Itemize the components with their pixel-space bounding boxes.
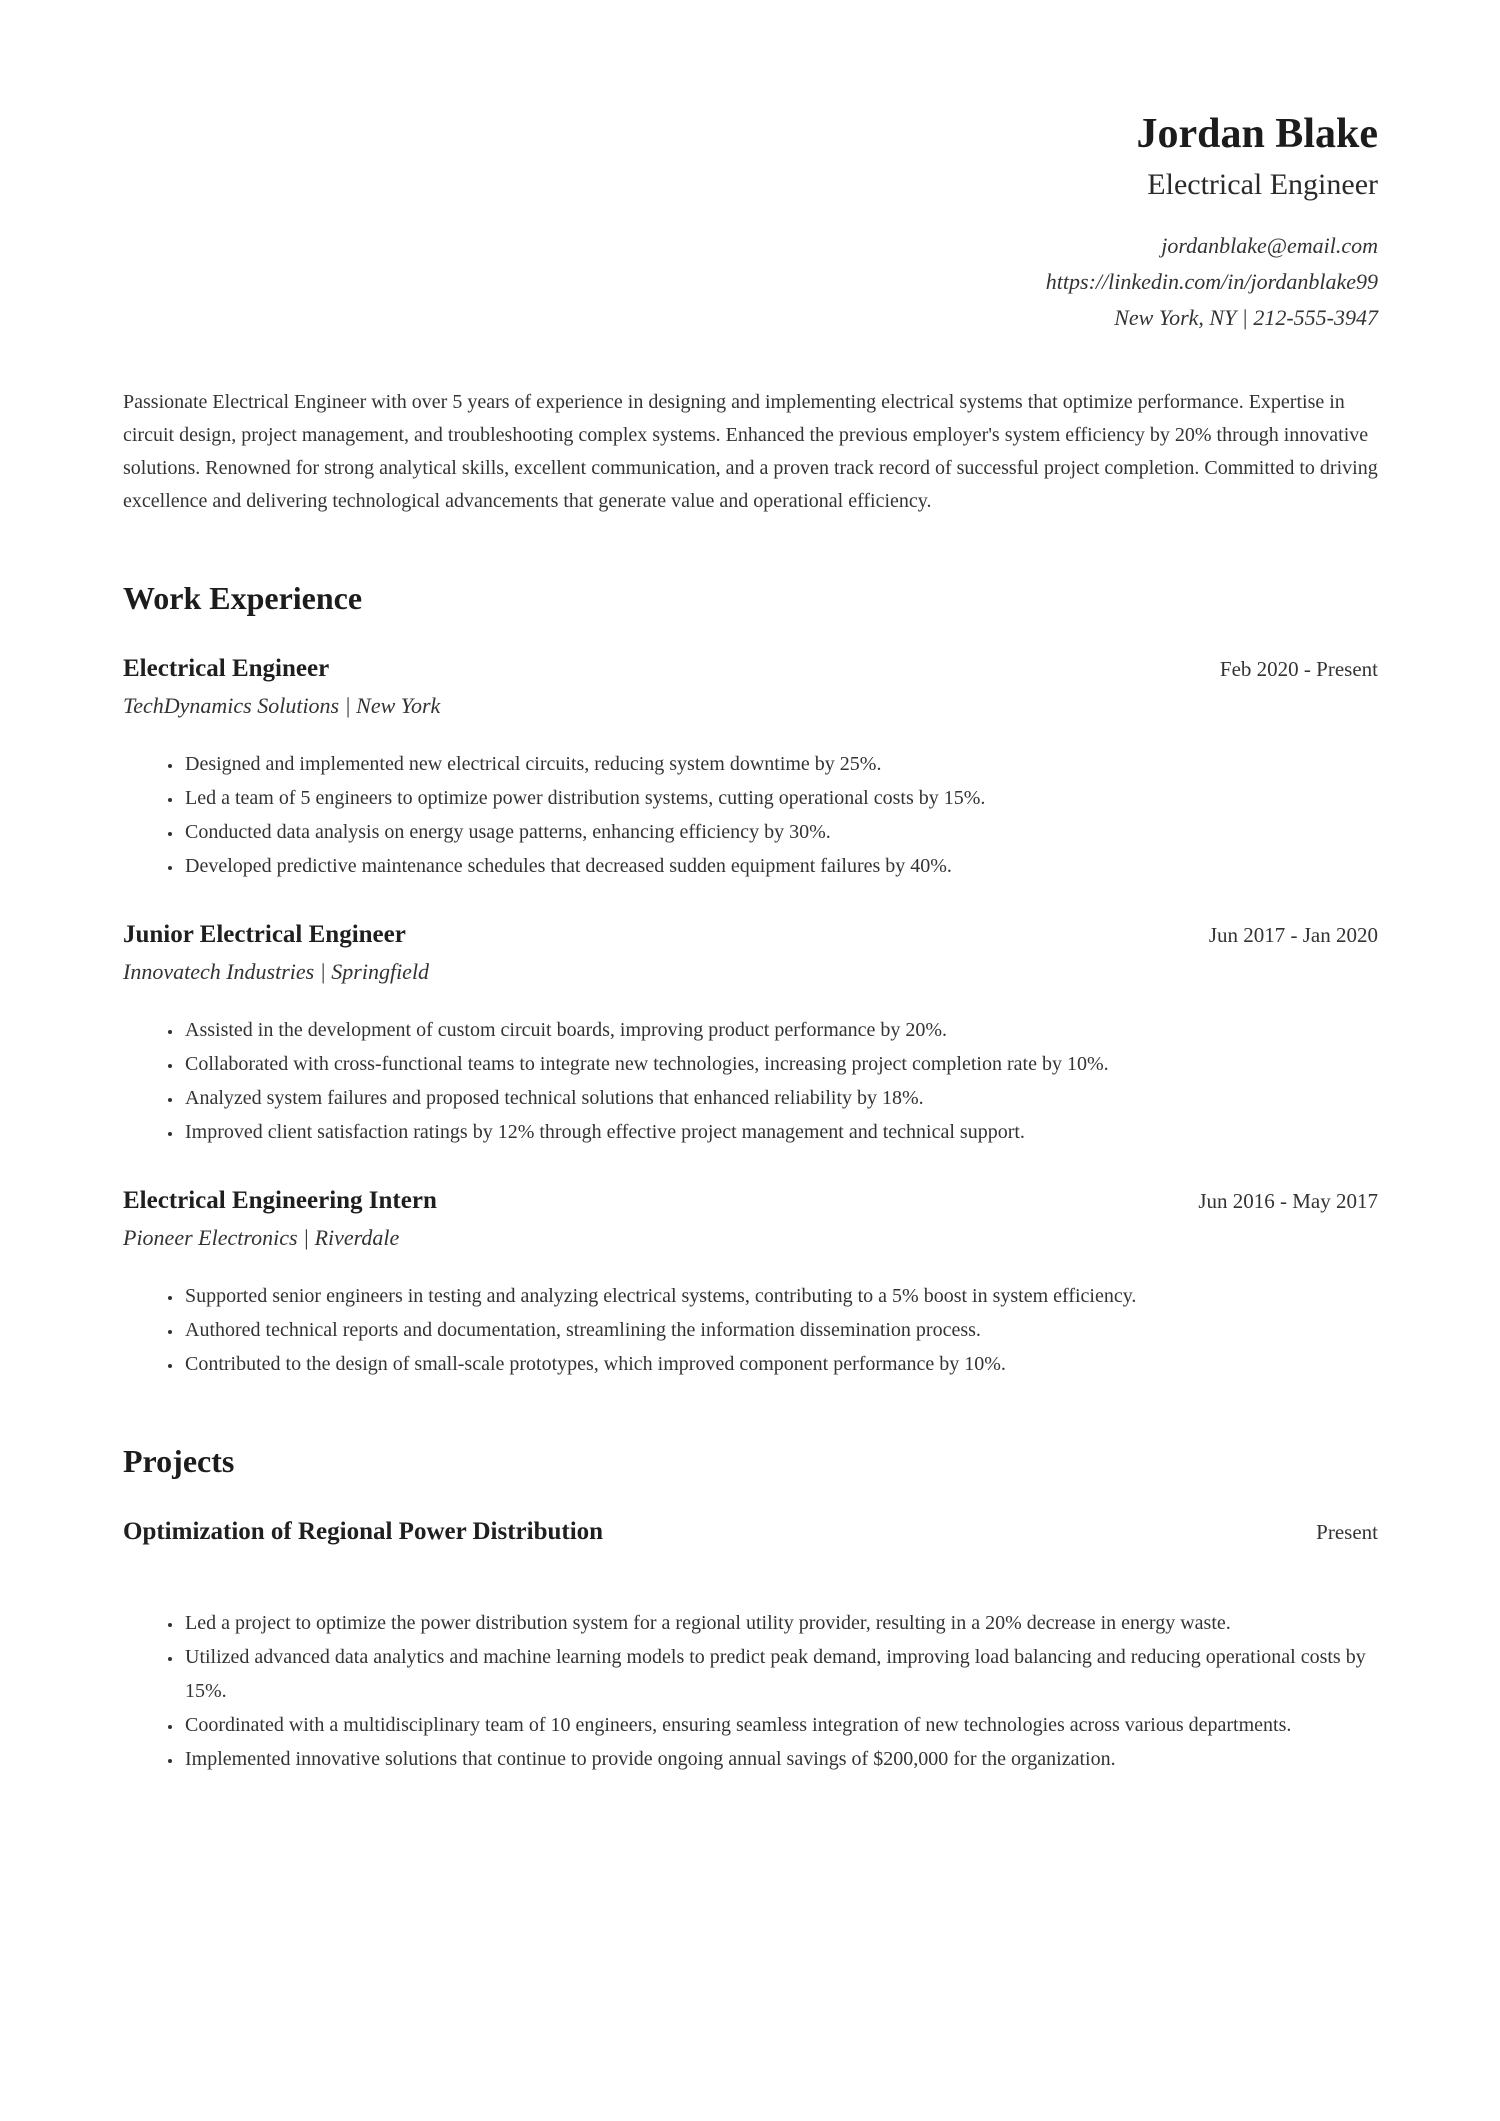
job-entry xyxy=(123,1187,1378,1381)
job-bullet: • Developed predictive maintenance schedules that decreased sudden equipment failures by 40%. xyxy=(183,849,1378,883)
job-header xyxy=(123,921,1378,949)
job-header xyxy=(123,655,1378,683)
job-bullet: • Assisted in the development of custom circuit boards, improving product performance by 20%. xyxy=(183,1013,1378,1047)
project-title: Optimization of Regional Power Distribution xyxy=(123,1518,604,1546)
job-dates: Jun 2016 - May 2017 xyxy=(1198,1189,1378,1214)
job-bullet: • Contributed to the design of small-scale prototypes, which improved component performance by 10%. xyxy=(183,1347,1378,1381)
job-title: Electrical Engineering Intern xyxy=(123,1187,437,1215)
project-bullet: • Implemented innovative solutions that continue to provide ongoing annual savings of $200,000 for the organization. xyxy=(183,1742,1378,1776)
job-entry xyxy=(123,655,1378,883)
job-dates: Jun 2017 - Jan 2020 xyxy=(1208,923,1378,948)
project-header xyxy=(123,1518,1378,1546)
contact-linkedin: https://linkedin.com/in/jordanblake99 xyxy=(1045,269,1378,295)
candidate-name: Jordan Blake xyxy=(1136,111,1378,157)
job-bullet: • Supported senior engineers in testing and analyzing electrical systems, contributing to a 5% boost in system efficiency. xyxy=(183,1279,1378,1313)
resume-header xyxy=(123,110,1378,336)
job-company: TechDynamics Solutions | New York xyxy=(123,693,441,719)
job-bullet: • Improved client satisfaction ratings by 12% through effective project management and technical support. xyxy=(183,1115,1378,1149)
contact-location-phone: New York, NY | 212-555-3947 xyxy=(1114,305,1378,331)
job-header xyxy=(123,1187,1378,1215)
project-bullet: • Utilized advanced data analytics and machine learning models to predict peak demand, improving load balancing and reducing operational costs by 15%. xyxy=(183,1640,1378,1708)
project-bullet: • Coordinated with a multidisciplinary team of 10 engineers, ensuring seamless integration of new technologies across various departments. xyxy=(183,1708,1378,1742)
contact-email: jordanblake@email.com xyxy=(1161,233,1378,259)
job-bullet-list xyxy=(123,747,1378,883)
job-dates: Feb 2020 - Present xyxy=(1219,657,1378,682)
summary-paragraph: Passionate Electrical Engineer with over 5 years of experience in designing and implementing electrical systems that optimize performance. Expertise in circuit design, project management, and troubleshooting complex systems. Enhanced the previous employer's system efficiency by 20% through innovative solutions. Renowned for strong analytical skills, excellent communication, and a proven track record of successful project completion. Committed to driving excellence and delivering technological advancements that generate value and operational efficiency. xyxy=(123,391,1378,513)
project-dates: Present xyxy=(1316,1520,1378,1545)
job-bullet: • Analyzed system failures and proposed technical solutions that enhanced reliability by 18%. xyxy=(183,1081,1378,1115)
job-company: Innovatech Industries | Springfield xyxy=(123,959,430,985)
project-entry xyxy=(123,1518,1378,1776)
job-bullet: • Collaborated with cross-functional teams to integrate new technologies, increasing project completion rate by 10%. xyxy=(183,1047,1378,1081)
job-company: Pioneer Electronics | Riverdale xyxy=(123,1225,400,1251)
job-bullet-list xyxy=(123,1013,1378,1149)
project-bullet: • Led a project to optimize the power distribution system for a regional utility provider, resulting in a 20% decrease in energy waste. xyxy=(183,1606,1378,1640)
section-heading-projects: Projects xyxy=(123,1443,235,1480)
job-entry xyxy=(123,921,1378,1149)
project-bullet-list xyxy=(123,1606,1378,1776)
job-title: Junior Electrical Engineer xyxy=(123,921,406,949)
job-bullet: • Designed and implemented new electrical circuits, reducing system downtime by 25%. xyxy=(183,747,1378,781)
job-bullet-list xyxy=(123,1279,1378,1381)
job-title: Electrical Engineer xyxy=(123,655,330,683)
section-heading-work-experience: Work Experience xyxy=(123,580,363,617)
job-bullet: • Led a team of 5 engineers to optimize power distribution systems, cutting operational costs by 15%. xyxy=(183,781,1378,815)
job-bullet: • Conducted data analysis on energy usage patterns, enhancing efficiency by 30%. xyxy=(183,815,1378,849)
contact-block xyxy=(123,228,1378,336)
candidate-headline: Electrical Engineer xyxy=(1147,168,1378,202)
job-bullet: • Authored technical reports and documentation, streamlining the information dissemination process. xyxy=(183,1313,1378,1347)
